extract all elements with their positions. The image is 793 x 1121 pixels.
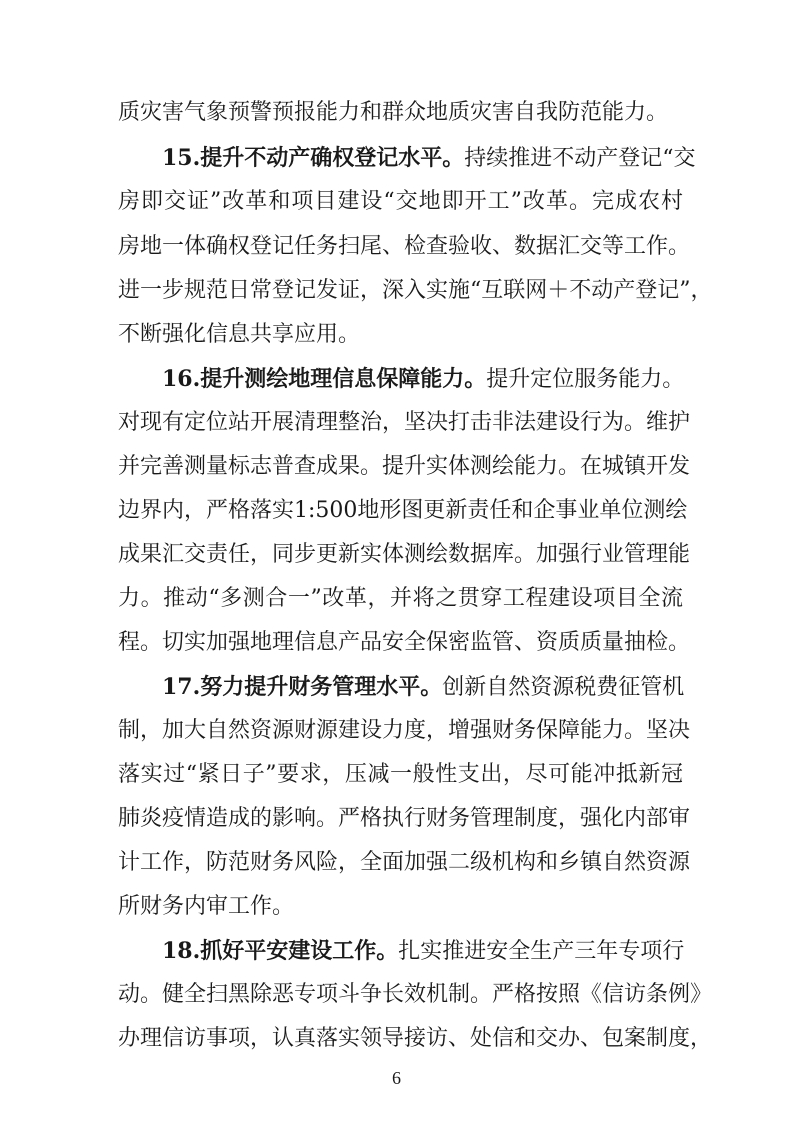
text-line: 落实过“紧日子”要求，压减一般性支出，尽可能冲抵新冠 bbox=[118, 762, 683, 787]
section-16-first-line bbox=[162, 364, 683, 395]
text-line: 房即交证”改革和项目建设“交地即开工”改革。完成农村 bbox=[118, 189, 683, 214]
text-line: 肺炎疫情造成的影响。严格执行财务管理制度，强化内部审 bbox=[118, 806, 691, 831]
text-line: 动。健全扫黑除恶专项斗争长效机制。严格按照《信访条例》 bbox=[118, 982, 713, 1007]
section-18-text: 扎实推进安全生产三年专项行 bbox=[398, 939, 685, 964]
text-line: 程。切实加强地理信息产品安全保密监管、资质质量抽检。 bbox=[118, 630, 691, 655]
section-18-first-line bbox=[162, 936, 683, 967]
text-line: 质灾害气象预警预报能力和群众地质灾害自我防范能力。 bbox=[118, 100, 669, 125]
section-15-heading: 15.提升不动产确权登记水平。 bbox=[162, 145, 465, 171]
text-line: 力。推动“多测合一”改革，并将之贯穿工程建设项目全流 bbox=[118, 586, 683, 611]
section-15-text: 持续推进不动产登记“交 bbox=[464, 146, 696, 171]
text-line: 并完善测量标志普查成果。提升实体测绘能力。在城镇开发 bbox=[118, 454, 691, 479]
text-line: 计工作，防范财务风险，全面加强二级机构和乡镇自然资源 bbox=[118, 850, 691, 875]
section-18-heading: 18.抓好平安建设工作。 bbox=[162, 938, 399, 964]
text-line: 所财务内审工作。 bbox=[118, 894, 295, 919]
section-16-text: 提升定位服务能力。 bbox=[486, 367, 685, 392]
text-line: 进一步规范日常登记发证，深入实施“互联网＋不动产登记”， bbox=[118, 278, 713, 303]
text-line: 办理信访事项，认真落实领导接访、处信和交办、包案制度， bbox=[118, 1026, 713, 1051]
section-16-heading: 16.提升测绘地理信息保障能力。 bbox=[162, 366, 487, 392]
text-line: 边界内，严格落实1:500地形图更新责任和企事业单位测绘 bbox=[118, 498, 688, 523]
section-17-heading: 17.努力提升财务管理水平。 bbox=[162, 674, 443, 700]
text-line: 对现有定位站开展清理整治，坚决打击非法建设行为。维护 bbox=[118, 410, 691, 435]
text-line: 成果汇交责任，同步更新实体测绘数据库。加强行业管理能 bbox=[118, 542, 691, 567]
section-17-text: 创新自然资源税费征管机 bbox=[442, 675, 685, 700]
text-line: 不断强化信息共享应用。 bbox=[118, 322, 361, 347]
text-line: 房地一体确权登记任务扫尾、检查验收、数据汇交等工作。 bbox=[118, 234, 691, 259]
section-17-first-line bbox=[162, 672, 683, 703]
text-line: 制，加大自然资源财源建设力度，增强财务保障能力。坚决 bbox=[118, 718, 691, 743]
section-15-first-line bbox=[162, 143, 696, 174]
page-number: 6 bbox=[392, 1068, 401, 1088]
